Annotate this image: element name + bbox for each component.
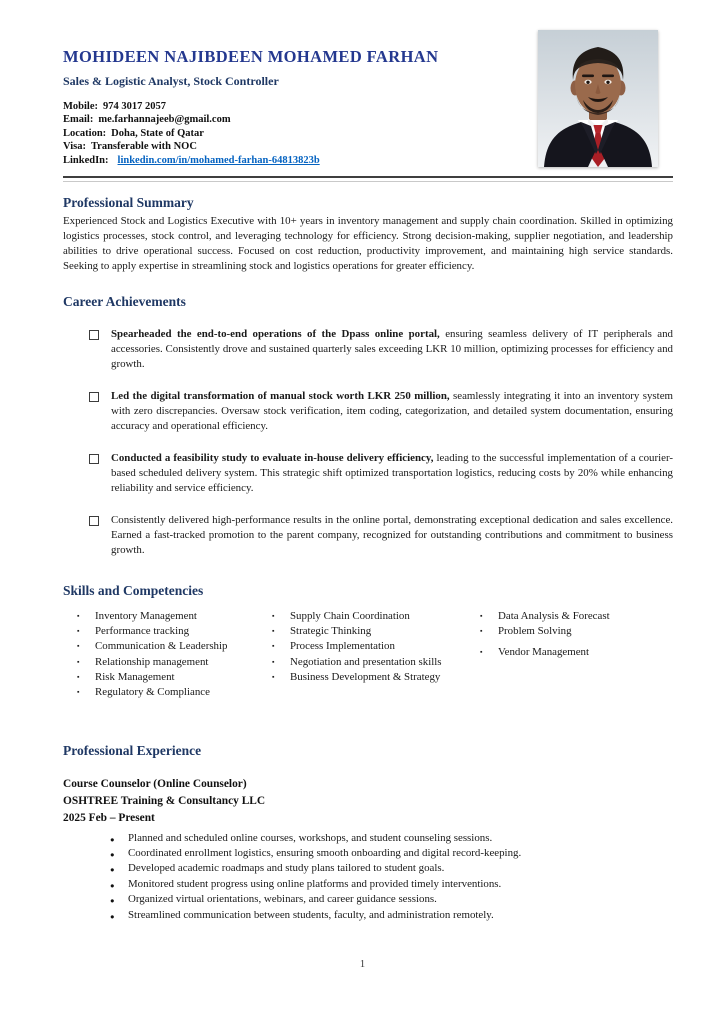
skill-item	[480, 609, 673, 624]
skill-item	[272, 609, 480, 624]
checkbox-bullet-icon	[89, 330, 99, 340]
achievement-item	[63, 327, 673, 372]
achievement-item	[63, 451, 673, 496]
skill-label: Strategic Thinking	[290, 625, 372, 638]
square-bullet-icon: ▪	[77, 688, 80, 697]
contact-value: me.farhannajeeb@gmail.com	[98, 114, 231, 126]
skill-label: Data Analysis & Forecast	[498, 610, 610, 623]
job-title: Course Counselor (Online Counselor)	[63, 778, 247, 791]
job-bullet: ● Monitored student progress using online platforms and provided timely interventions.	[128, 877, 673, 892]
skill-label: Performance tracking	[95, 625, 190, 638]
skill-item	[77, 624, 272, 639]
contact-label: Email:	[63, 114, 94, 126]
square-bullet-icon: ▪	[77, 642, 80, 651]
checkbox-bullet-icon	[89, 516, 99, 526]
contact-value: Doha, State of Qatar	[111, 127, 204, 139]
skills-grid	[63, 609, 673, 700]
skill-item	[77, 609, 272, 624]
skill-item	[480, 645, 673, 660]
job-bullet: ● Coordinated enrollment logistics, ensuring smooth onboarding and digital record-keeping.	[128, 846, 673, 861]
skill-item	[272, 655, 480, 670]
candidate-name: MOHIDEEN NAJIBDEEN MOHAMED FARHAN	[63, 47, 439, 66]
square-bullet-icon: ▪	[480, 627, 483, 636]
skill-label: Inventory Management	[95, 610, 197, 623]
skill-label: Regulatory & Compliance	[95, 686, 210, 699]
square-bullet-icon: ▪	[480, 648, 483, 657]
achievement-text: Led the digital transformation of manual stock worth LKR 250 million, seamlessly integrating it into an inventory system with zero discrepancies. Oversaw stock verification, item coding, categorization, and detailed system documentation, ensuring accuracy and operational efficiency.	[111, 390, 674, 433]
square-bullet-icon: ▪	[480, 612, 483, 621]
section-heading-experience: Professional Experience	[63, 743, 202, 759]
skill-item	[480, 624, 673, 639]
contact-label: Visa:	[63, 141, 86, 153]
linkedin-link[interactable]: linkedin.com/in/mohamed-farhan-64813823b	[117, 154, 320, 166]
skill-label: Relationship management	[95, 655, 209, 668]
skill-item	[272, 639, 480, 654]
section-heading-summary: Professional Summary	[63, 195, 194, 211]
skill-item	[272, 624, 480, 639]
job-bullet: ● Streamlined communication between students, faculty, and administration remotely.	[128, 908, 673, 923]
achievement-item	[63, 389, 673, 434]
job-entry	[63, 776, 673, 923]
skill-label: Problem Solving	[498, 625, 572, 638]
profile-photo	[538, 30, 658, 167]
achievement-item	[63, 513, 673, 558]
job-bullet: ● Developed academic roadmaps and study plans tailored to student goals.	[128, 861, 673, 876]
skill-label: Communication & Leadership	[95, 640, 228, 653]
skills-column-3	[480, 609, 673, 700]
section-heading-skills: Skills and Competencies	[63, 583, 204, 599]
square-bullet-icon: ▪	[272, 612, 275, 621]
achievement-text: Spearheaded the end-to-end operations of the Dpass online portal, ensuring seamless delivery of IT peripherals and accessories. Consistently drove and sustained quarterly sales exceeding LKR 10 million, optimizing processes for efficiency and growth.	[111, 328, 673, 371]
checkbox-bullet-icon	[89, 392, 99, 402]
section-heading-achievements: Career Achievements	[63, 294, 186, 310]
header-divider	[63, 176, 673, 182]
headshot-illustration	[538, 30, 658, 167]
checkbox-bullet-icon	[89, 454, 99, 464]
job-period: 2025 Feb – Present	[63, 811, 155, 824]
square-bullet-icon: ▪	[272, 627, 275, 636]
skill-label: Negotiation and presentation skills	[290, 655, 442, 668]
achievement-text: Conducted a feasibility study to evaluate in-house delivery efficiency, leading to the successful implementation of a courier-based scheduled delivery system. This strategic shift optimized transportation logistics, reducing costs by 20% while enhancing reliability and service efficiency.	[111, 452, 673, 495]
summary-text: Experienced Stock and Logistics Executive with 10+ years in inventory management and supply chain coordination. Skilled in optimizing logistics processes, stock control, and leveraging technology for efficiency. Strong decision-making, supplier negotiation, and leadership abilities to drive operational success. Focused on cost reduction, productivity improvement, and maintaining high service standards. Seeking to apply expertise in streamlining stock and logistics operations for greater efficiency.	[63, 215, 673, 273]
contact-label: LinkedIn:	[63, 154, 109, 166]
skill-item	[77, 655, 272, 670]
candidate-title: Sales & Logistic Analyst, Stock Controller	[63, 74, 279, 88]
skill-label: Vendor Management	[498, 646, 590, 659]
job-bullet: ● Organized virtual orientations, webinars, and career guidance sessions.	[128, 892, 673, 907]
contact-label: Mobile:	[63, 101, 98, 112]
square-bullet-icon: ▪	[77, 612, 80, 621]
contact-label: Location:	[63, 127, 107, 139]
square-bullet-icon: ▪	[77, 627, 80, 636]
skills-column-2	[272, 609, 480, 700]
skill-item	[77, 639, 272, 654]
square-bullet-icon: ▪	[272, 672, 275, 681]
skills-column-1	[77, 609, 272, 700]
square-bullet-icon: ▪	[272, 657, 275, 666]
job-bullet: ● Planned and scheduled online courses, workshops, and student counseling sessions.	[128, 831, 673, 846]
skill-item	[77, 685, 272, 700]
skill-label: Business Development & Strategy	[290, 670, 441, 683]
square-bullet-icon: ▪	[77, 672, 80, 681]
achievements-list	[63, 327, 673, 558]
contact-value: 974 3017 2057	[103, 101, 166, 112]
job-company: OSHTREE Training & Consultancy LLC	[63, 795, 266, 808]
achievement-text: Consistently delivered high-performance results in the online portal, demonstrating exceptional dedication and sales excellence. Earned a fast-tracked promotion to the parent company, recognized for outstanding contributions and commitment to business growth.	[111, 514, 673, 557]
skill-label: Process Implementation	[290, 640, 395, 653]
page-number: 1	[359, 959, 366, 970]
square-bullet-icon: ▪	[77, 657, 80, 666]
contact-value: Transferable with NOC	[90, 141, 197, 153]
square-bullet-icon: ▪	[272, 642, 275, 651]
skill-item	[272, 670, 480, 685]
skill-label: Risk Management	[95, 670, 175, 683]
job-header	[63, 776, 673, 826]
skill-item	[77, 670, 272, 685]
job-bullet-list	[63, 831, 673, 923]
skill-label: Supply Chain Coordination	[290, 610, 410, 623]
